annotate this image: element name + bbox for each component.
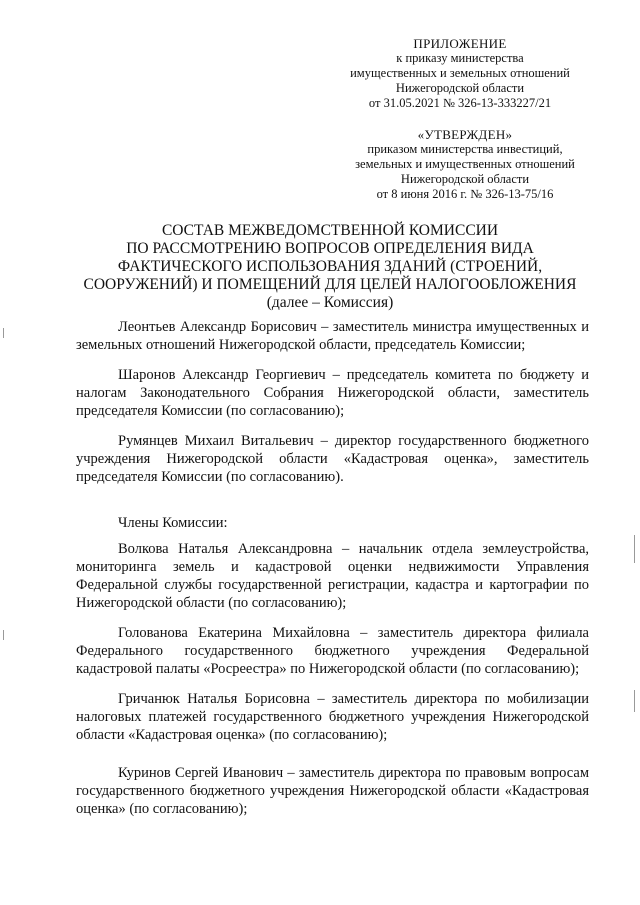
title-line: СОСТАВ МЕЖВЕДОМСТВЕННОЙ КОМИССИИ (161, 222, 499, 239)
approved-title: «УТВЕРЖДЕН» (417, 127, 513, 142)
appendix-block (300, 36, 620, 111)
approved-line: Нижегородской области (400, 172, 530, 186)
appendix-line: к приказу министерства (396, 51, 524, 65)
document-title (80, 222, 580, 312)
appendix-title: ПРИЛОЖЕНИЕ (413, 36, 507, 51)
commission-deputy-chair: Румянцев Михаил Витальевич – директор государственного бюджетного учреждения Нижегородской области «Кадастровая оценка», заместитель председателя Комиссии (по согласованию). (76, 433, 589, 485)
scan-edge-mark (3, 328, 4, 338)
title-line: ПО РАССМОТРЕНИЮ ВОПРОСОВ ОПРЕДЕЛЕНИЯ ВИДА (126, 240, 534, 257)
commission-deputy-chair: Шаронов Александр Георгиевич – председатель комитета по бюджету и налогам Законодательного Собрания Нижегородской области, заместитель председателя Комиссии (по согласованию); (76, 367, 589, 419)
appendix-line: Нижегородской области (395, 81, 525, 95)
appendix-date-number: от 31.05.2021 № 326-13-333227/21 (368, 96, 552, 110)
approved-date-number: от 8 июня 2016 г. № 326-13-75/16 (376, 187, 554, 201)
commission-member: Голованова Екатерина Михайловна – заместитель директора филиала Федерального государственного бюджетного учреждения Федеральной кадастровой палаты «Росреестра» по Нижегородской области (по согласованию); (76, 625, 589, 677)
scan-edge-mark (634, 535, 635, 563)
commission-chair: Леонтьев Александр Борисович – заместитель министра имущественных и земельных отношений Нижегородской области, председатель Комиссии; (76, 319, 589, 353)
members-heading: Члены Комиссии: (118, 515, 228, 531)
title-subline: (далее – Комиссия) (266, 294, 394, 311)
title-line: СООРУЖЕНИЙ) И ПОМЕЩЕНИЙ ДЛЯ ЦЕЛЕЙ НАЛОГООБЛОЖЕНИЯ (83, 276, 577, 293)
commission-member: Волкова Наталья Александровна – начальник отдела землеустройства, мониторинга земель и кадастровой оценки недвижимости Управления Федеральной службы государственной регистрации, кадастра и картографии по Нижегородской области (по согласованию); (76, 541, 589, 611)
commission-member: Гричанюк Наталья Борисовна – заместитель директора по мобилизации налоговых платежей государственного бюджетного учреждения Нижегородской области «Кадастровая оценка» (по согласованию); (76, 691, 589, 743)
commission-member: Куринов Сергей Иванович – заместитель директора по правовым вопросам государственного бюджетного учреждения Нижегородской области «Кадастровая оценка» (по согласованию); (76, 765, 589, 817)
scan-edge-mark (3, 630, 4, 640)
document-body (76, 318, 589, 830)
approved-line: земельных и имущественных отношений (355, 157, 575, 171)
scan-edge-mark (634, 690, 635, 712)
approved-line: приказом министерства инвестиций, (367, 142, 563, 156)
title-line: ФАКТИЧЕСКОГО ИСПОЛЬЗОВАНИЯ ЗДАНИЙ (СТРОЕНИЙ, (117, 258, 543, 275)
approved-block (320, 127, 610, 202)
appendix-line: имущественных и земельных отношений (350, 66, 570, 80)
